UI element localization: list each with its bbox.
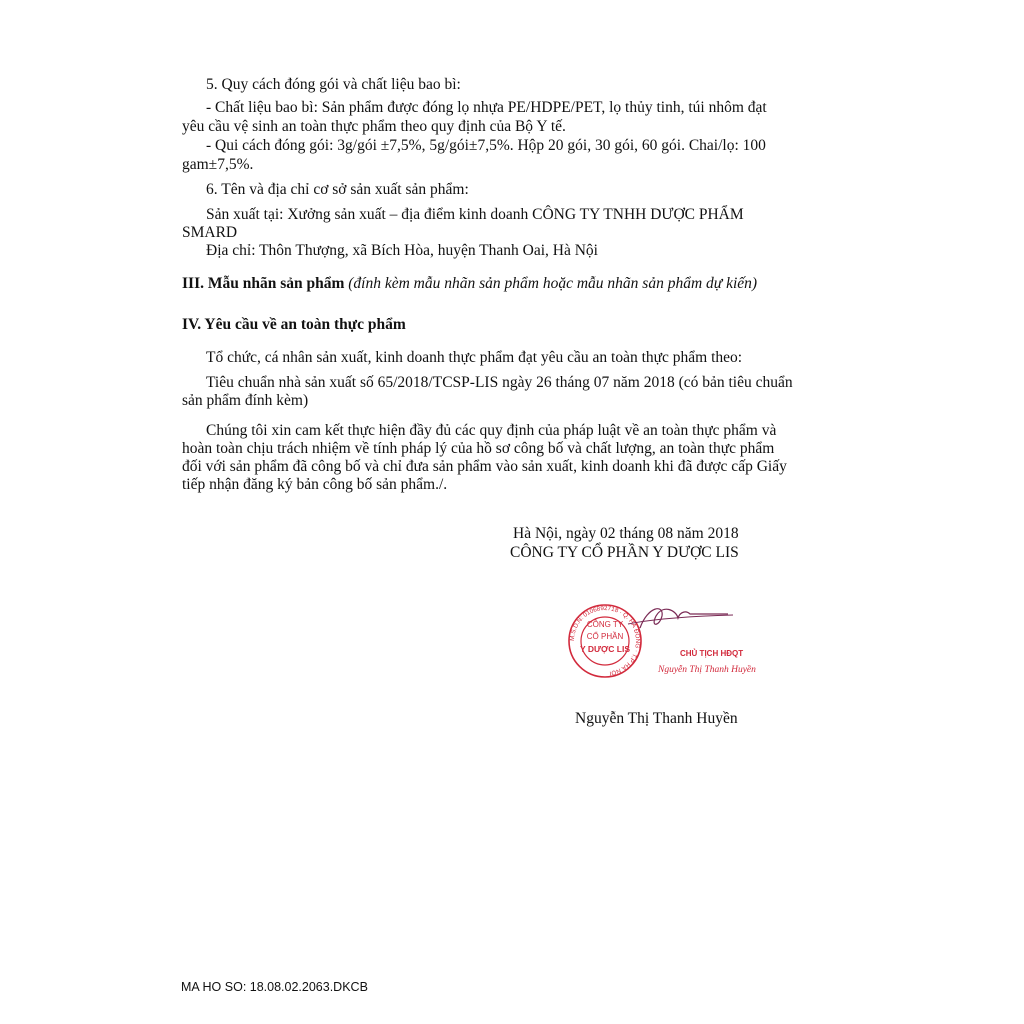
seal-ring-text: M.S.D.N: 0106892718 · Q. HÀ ĐÔNG · T.P HÀ NỘI — [568, 604, 642, 677]
packing-spec-line1: - Qui cách đóng gói: 3g/gói ±7,5%, 5g/gói±7,5%. Hộp 20 gói, 30 gói, 60 gói. Chai/lọ: 100 — [206, 137, 766, 154]
company-seal-and-signature — [568, 598, 798, 688]
commitment-line4: tiếp nhận đăng ký bản công bố sản phẩm./. — [182, 476, 448, 493]
commitment-line3: đối với sản phẩm đã công bố và chỉ đưa sản phẩm vào sản xuất, kinh doanh khi đã được cấp Giấy — [182, 458, 787, 475]
chairman-title: CHỦ TỊCH HĐQT — [680, 649, 744, 658]
packing-spec-line2: gam±7,5%. — [182, 156, 254, 173]
commitment-line1: Chúng tôi xin cam kết thực hiện đầy đủ các quy định của pháp luật về an toàn thực phẩm và — [206, 422, 777, 439]
commitment-line2: hoàn toàn chịu trách nhiệm về tính pháp lý của hồ sơ công bố và chất lượng, an toàn thực phẩm — [182, 440, 775, 457]
safety-requirement-text: Tổ chức, cá nhân sản xuất, kinh doanh thực phẩm đạt yêu cầu an toàn thực phẩm theo: — [206, 349, 743, 366]
producer-line2: SMARD — [182, 224, 238, 241]
seal-svg — [568, 598, 798, 688]
packaging-material-line1: - Chất liệu bao bì: Sản phẩm được đóng lọ nhựa PE/HDPE/PET, lọ thủy tinh, túi nhôm đạt — [206, 99, 767, 116]
signer-name: Nguyễn Thị Thanh Huyền — [575, 710, 738, 727]
seal-line3: Y DƯỢC LIS — [579, 644, 631, 654]
signature-scribble — [640, 609, 728, 628]
section3-heading-line — [182, 275, 757, 292]
producer-address: Địa chỉ: Thôn Thượng, xã Bích Hòa, huyện Thanh Oai, Hà Nội — [206, 242, 598, 259]
company-name: CÔNG TY CỔ PHẦN Y DƯỢC LIS — [510, 544, 739, 561]
standard-line1: Tiêu chuẩn nhà sản xuất số 65/2018/TCSP-LIS ngày 26 tháng 07 năm 2018 (có bản tiêu chuẩn — [206, 374, 793, 391]
seal-line2: CỔ PHẦN — [586, 632, 624, 641]
document-code: MA HO SO: 18.08.02.2063.DKCB — [181, 980, 368, 994]
handwritten-name: Nguyễn Thị Thanh Huyền — [658, 665, 756, 675]
packaging-material-line2: yêu cầu vệ sinh an toàn thực phẩm theo quy định của Bộ Y tế. — [182, 118, 566, 135]
section3-note: (đính kèm mẫu nhãn sản phẩm hoặc mẫu nhãn sản phẩm dự kiến) — [348, 275, 758, 292]
seal-line1: CÔNG TY — [586, 620, 624, 629]
section3-heading: III. Mẫu nhãn sản phẩm — [182, 275, 345, 292]
producer-line1: Sản xuất tại: Xưởng sản xuất – địa điểm kinh doanh CÔNG TY TNHH DƯỢC PHẨM — [206, 206, 744, 223]
section4-heading: IV. Yêu cầu về an toàn thực phẩm — [182, 316, 406, 333]
standard-line2: sản phẩm đính kèm) — [182, 392, 309, 409]
section5-heading: 5. Quy cách đóng gói và chất liệu bao bì: — [206, 76, 461, 93]
place-date: Hà Nội, ngày 02 tháng 08 năm 2018 — [513, 525, 739, 542]
section6-heading: 6. Tên và địa chỉ cơ sở sản xuất sản phẩm: — [206, 181, 469, 198]
